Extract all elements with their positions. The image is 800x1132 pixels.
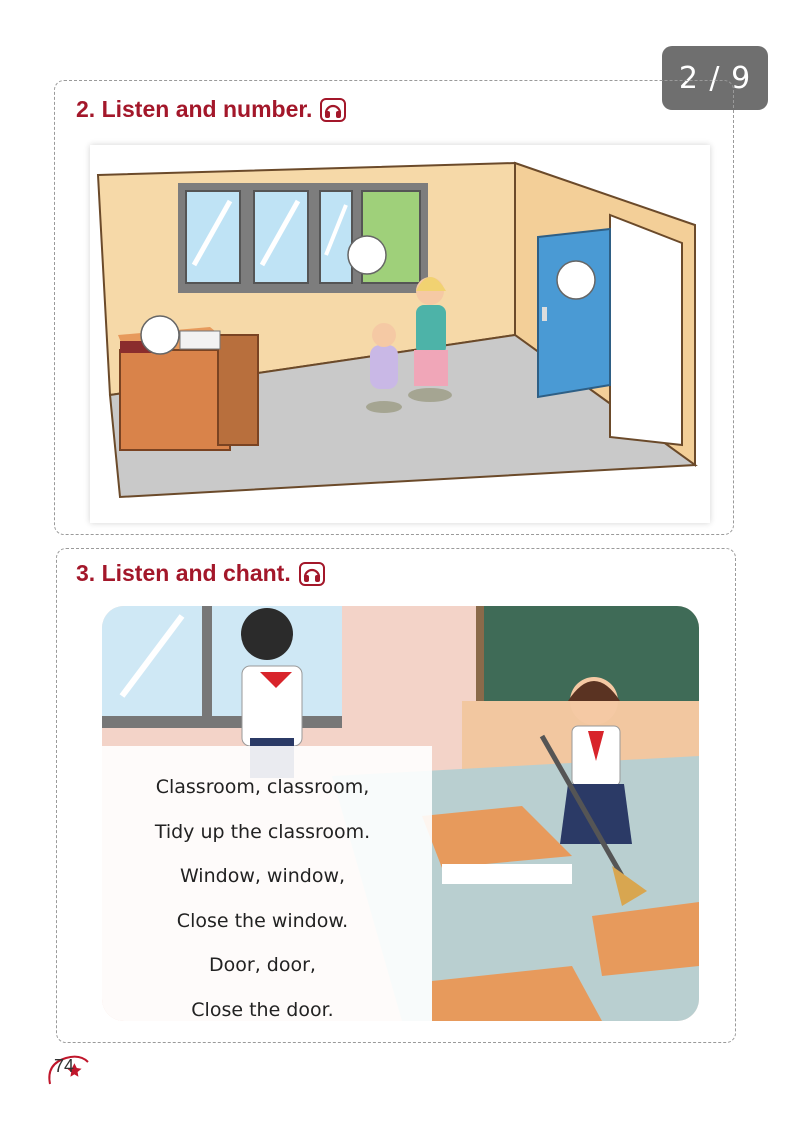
chant-line: Classroom, classroom, xyxy=(155,776,370,798)
chant-line: Close the door. xyxy=(191,998,334,1021)
chant-line: Door, door, xyxy=(209,954,316,977)
headphones-icon[interactable] xyxy=(320,98,346,122)
section-3-title: 3. Listen and chant. xyxy=(76,560,291,586)
chant-lyrics xyxy=(120,768,405,1036)
chant-line: Window, window, xyxy=(179,865,346,888)
section-2-title: 2. Listen and number. xyxy=(76,96,313,122)
section-3-heading xyxy=(76,560,325,587)
chant-line: Close the window. xyxy=(176,909,349,932)
page-number-text: 74 xyxy=(54,1056,75,1076)
classroom-illustration xyxy=(90,145,710,523)
chant-line: Tidy up the classroom. xyxy=(154,820,371,843)
section-2-heading xyxy=(76,96,346,123)
page-counter[interactable]: 2 / 9 xyxy=(662,46,768,110)
page-number xyxy=(44,1050,96,1090)
headphones-icon[interactable] xyxy=(299,562,325,586)
